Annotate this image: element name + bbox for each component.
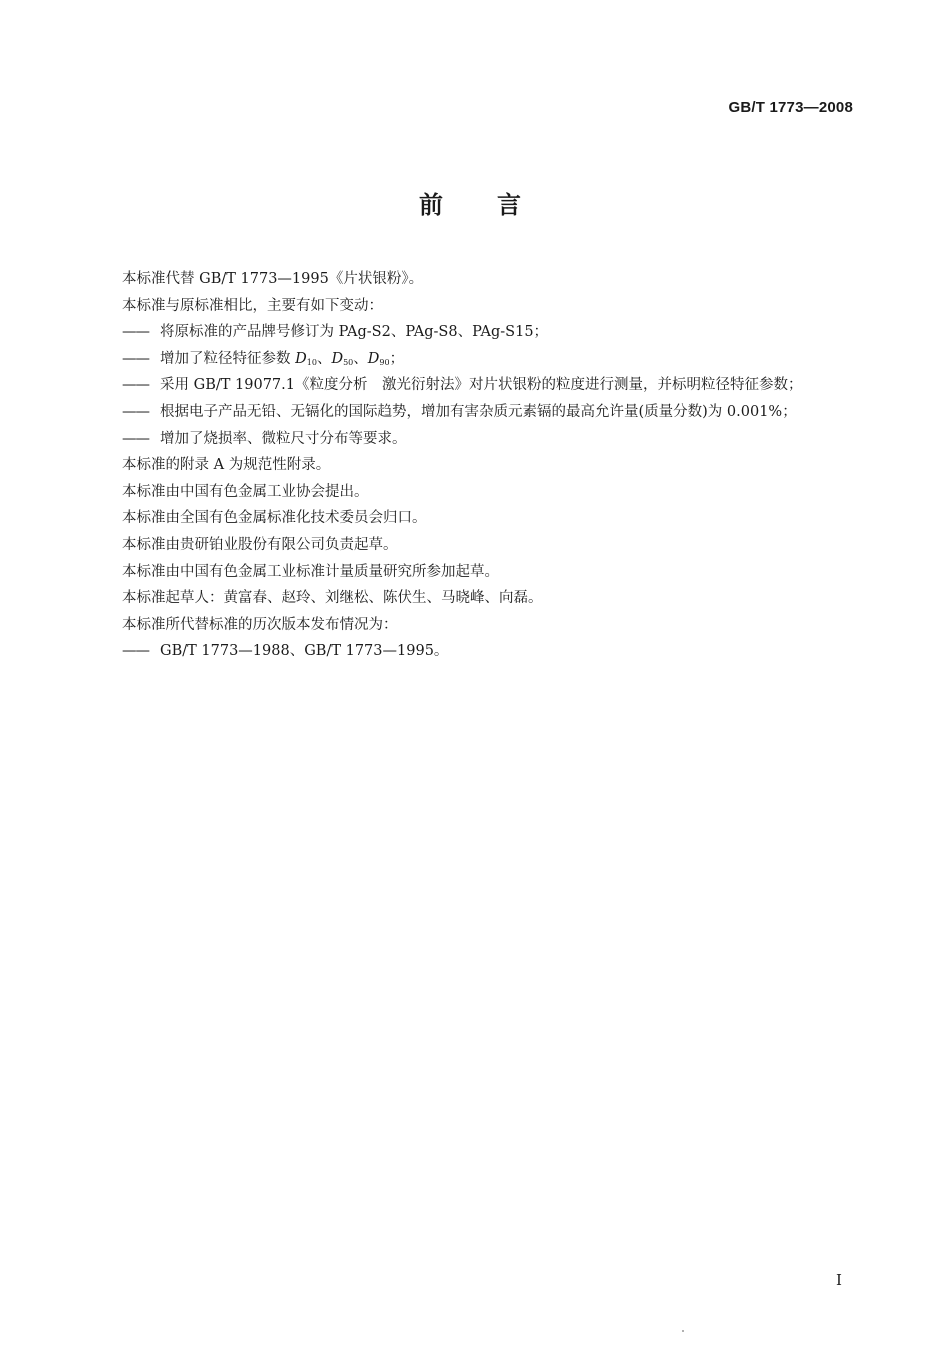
param-d10: $D_{10}$ [295, 350, 317, 367]
paragraph-appendix: 本标准的附录 A 为规范性附录。 [122, 457, 331, 474]
standard-number: GB/T 1773—2008 [728, 99, 853, 116]
list-item-text: GB/T 1773—1988、GB/T 1773—1995。 [160, 643, 449, 660]
page-title: 前言 [419, 191, 575, 219]
list-item-laser-diffraction [122, 372, 862, 399]
dash-marker [122, 638, 160, 665]
dash-marker [122, 346, 160, 373]
list-item-text: 增加了烧损率、微粒尺寸分布等要求。 [160, 430, 407, 447]
list-item-cadmium-limit [122, 399, 862, 426]
paragraph-previous-editions: 本标准所代替标准的历次版本发布情况为： [122, 616, 398, 633]
paragraph-drafters: 本标准起草人：黄富春、赵玲、刘继松、陈伏生、马晓峰、向磊。 [122, 590, 543, 607]
list-item-text: 根据电子产品无铅、无镉化的国际趋势，增加有害杂质元素镉的最高允许量(质量分数)为 0.001%； [160, 403, 797, 420]
page-number: I [836, 1271, 842, 1289]
list-item-particle-params: ——增加了粒径特征参数 $D_{10}$、$D_{50}$、$D_{90}$； [122, 346, 862, 373]
dash-marker [122, 399, 160, 426]
paragraph-replaces: 本标准代替 GB/T 1773—1995《片状银粉》。 [122, 271, 424, 287]
paragraph-drafted-by: 本标准由贵研铂业股份有限公司负责起草。 [122, 536, 398, 553]
scan-speck [682, 1330, 684, 1332]
dash-marker [122, 319, 160, 346]
preface-content [122, 266, 862, 665]
list-item-burn-loss [122, 426, 862, 453]
dash-marker [122, 372, 160, 399]
list-item-grades [122, 319, 862, 346]
list-item-editions [122, 638, 862, 665]
list-item-text: 采用 GB/T 19077.1《粒度分析 激光衍射法》对片状银粉的粒度进行测量，并标明粒径特征参数； [160, 377, 803, 394]
param-d50: $D_{50}$ [331, 350, 354, 367]
paragraph-participated: 本标准由中国有色金属工业标准计量质量研究所参加起草。 [122, 563, 499, 580]
paragraph-proposed-by: 本标准由中国有色金属工业协会提出。 [122, 483, 369, 500]
list-item-text: 将原标准的产品牌号修订为 PAg-S2、PAg-S8、PAg-S15； [160, 324, 549, 341]
paragraph-changes-intro: 本标准与原标准相比，主要有如下变动： [122, 297, 383, 314]
dash-marker [122, 426, 160, 453]
param-d90: $D_{90}$ [367, 350, 390, 367]
paragraph-centralized-by: 本标准由全国有色金属标准化技术委员会归口。 [122, 510, 427, 527]
list-item-text: 增加了粒径特征参数 [160, 350, 296, 367]
